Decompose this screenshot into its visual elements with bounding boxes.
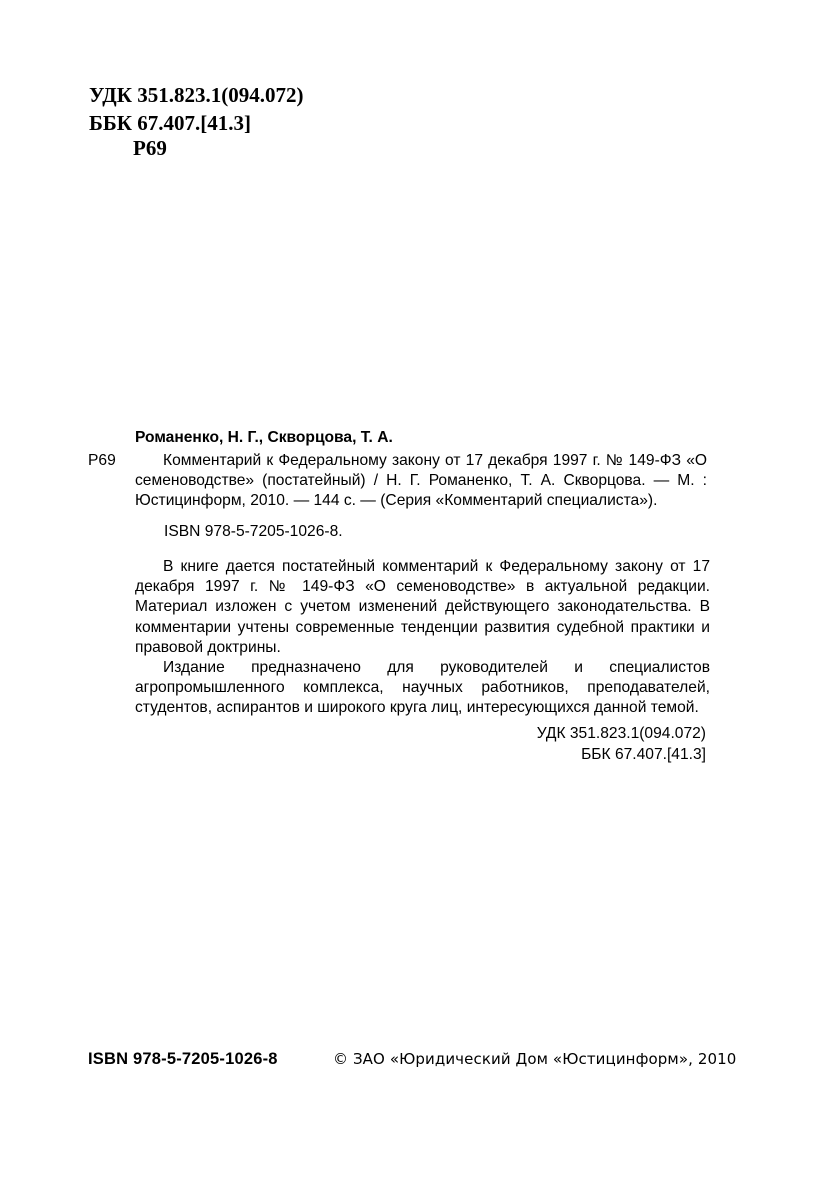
catalog-bbk: ББК 67.407.[41.3] <box>581 746 706 763</box>
udk-code-header: УДК 351.823.1(094.072) <box>89 83 304 107</box>
bbk-code-header: ББК 67.407.[41.3] <box>89 111 251 135</box>
annotation-paragraph-1: В книге дается постатейный комментарий к Федеральному закону от 17 декабря 1997 г. № 149-ФЗ «О семеноводстве» в актуальной редакции. Материал изложен с учетом изменений действующего законодательства. В комментарии учтены современные тенденции развития судебной практики и правовой доктрины. <box>135 558 710 656</box>
catalog-udk: УДК 351.823.1(094.072) <box>536 725 706 742</box>
catalog-isbn: ISBN 978-5-7205-1026-8. <box>164 523 343 540</box>
footer-copyright: © ЗАО «Юридический Дом «Юстицинформ», 2010 <box>333 1050 737 1068</box>
annotation-paragraph-2: Издание предназначено для руководителей и специалистов агропромышленного комплекса, научных работников, преподавателей, студентов, аспирантов и широкого круга лиц, интересующихся данной темой. <box>135 659 710 717</box>
author-code-header: Р69 <box>133 136 167 160</box>
footer-isbn: ISBN 978-5-7205-1026-8 <box>88 1050 278 1068</box>
catalog-authors: Романенко, Н. Г., Скворцова, Т. А. <box>135 429 393 446</box>
annotation <box>135 557 710 719</box>
catalog-author-mark: Р69 <box>88 452 116 469</box>
bibliographic-record: Комментарий к Федеральному закону от 17 декабря 1997 г. № 149-ФЗ «О семеноводстве» (постатейный) / Н. Г. Романенко, Т. А. Скворцова. — М. : Юстицинформ, 2010. — 144 с. — (Серия «Комментарий специалиста»). <box>135 452 707 510</box>
